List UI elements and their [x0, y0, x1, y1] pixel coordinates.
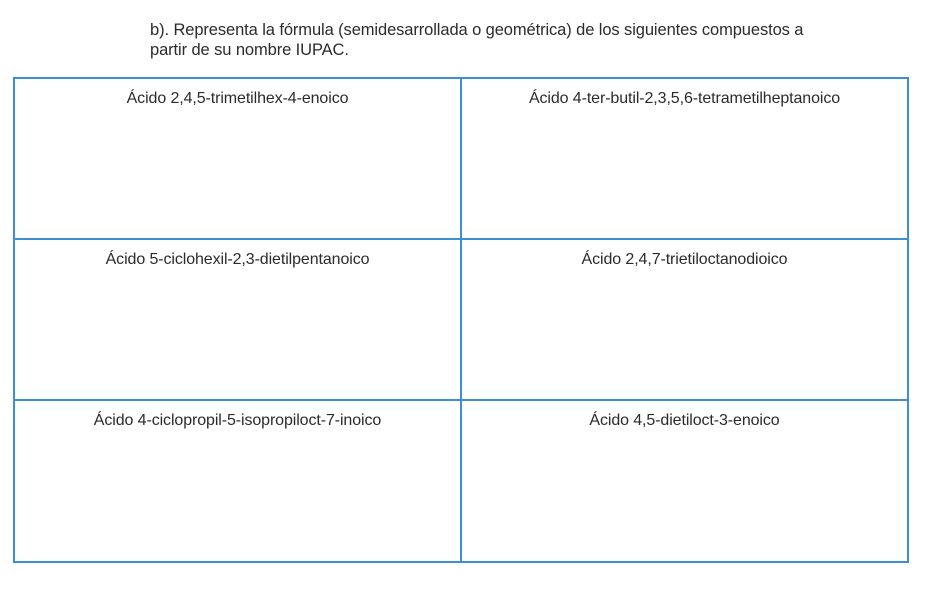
exercise-instruction — [150, 20, 910, 60]
answer-box-1[interactable] — [15, 79, 462, 240]
compound-name: Ácido 4,5-dietiloct-3-enoico — [589, 412, 780, 429]
compound-name: Ácido 5-ciclohexil-2,3-dietilpentanoico — [105, 251, 370, 268]
answer-box-3[interactable] — [15, 240, 462, 401]
answer-box-4[interactable] — [462, 240, 907, 401]
answer-box-2[interactable] — [462, 79, 907, 240]
instruction-line-2: partir de su nombre IUPAC. — [150, 41, 349, 59]
instruction-line-1: b). Representa la fórmula (semidesarrollada o geométrica) de los siguientes compuestos a — [150, 21, 804, 39]
compound-name: Ácido 4-ter-butil-2,3,5,6-tetrametilheptanoico — [528, 90, 841, 107]
answer-box-5[interactable] — [15, 401, 462, 561]
compound-name: Ácido 4-ciclopropil-5-isopropiloct-7-inoico — [93, 412, 382, 429]
answer-box-6[interactable] — [462, 401, 907, 561]
compound-name: Ácido 2,4,5-trimetilhex-4-enoico — [126, 90, 349, 107]
compound-name: Ácido 2,4,7-trietiloctanodioico — [581, 251, 788, 268]
compound-answer-table — [13, 77, 909, 563]
